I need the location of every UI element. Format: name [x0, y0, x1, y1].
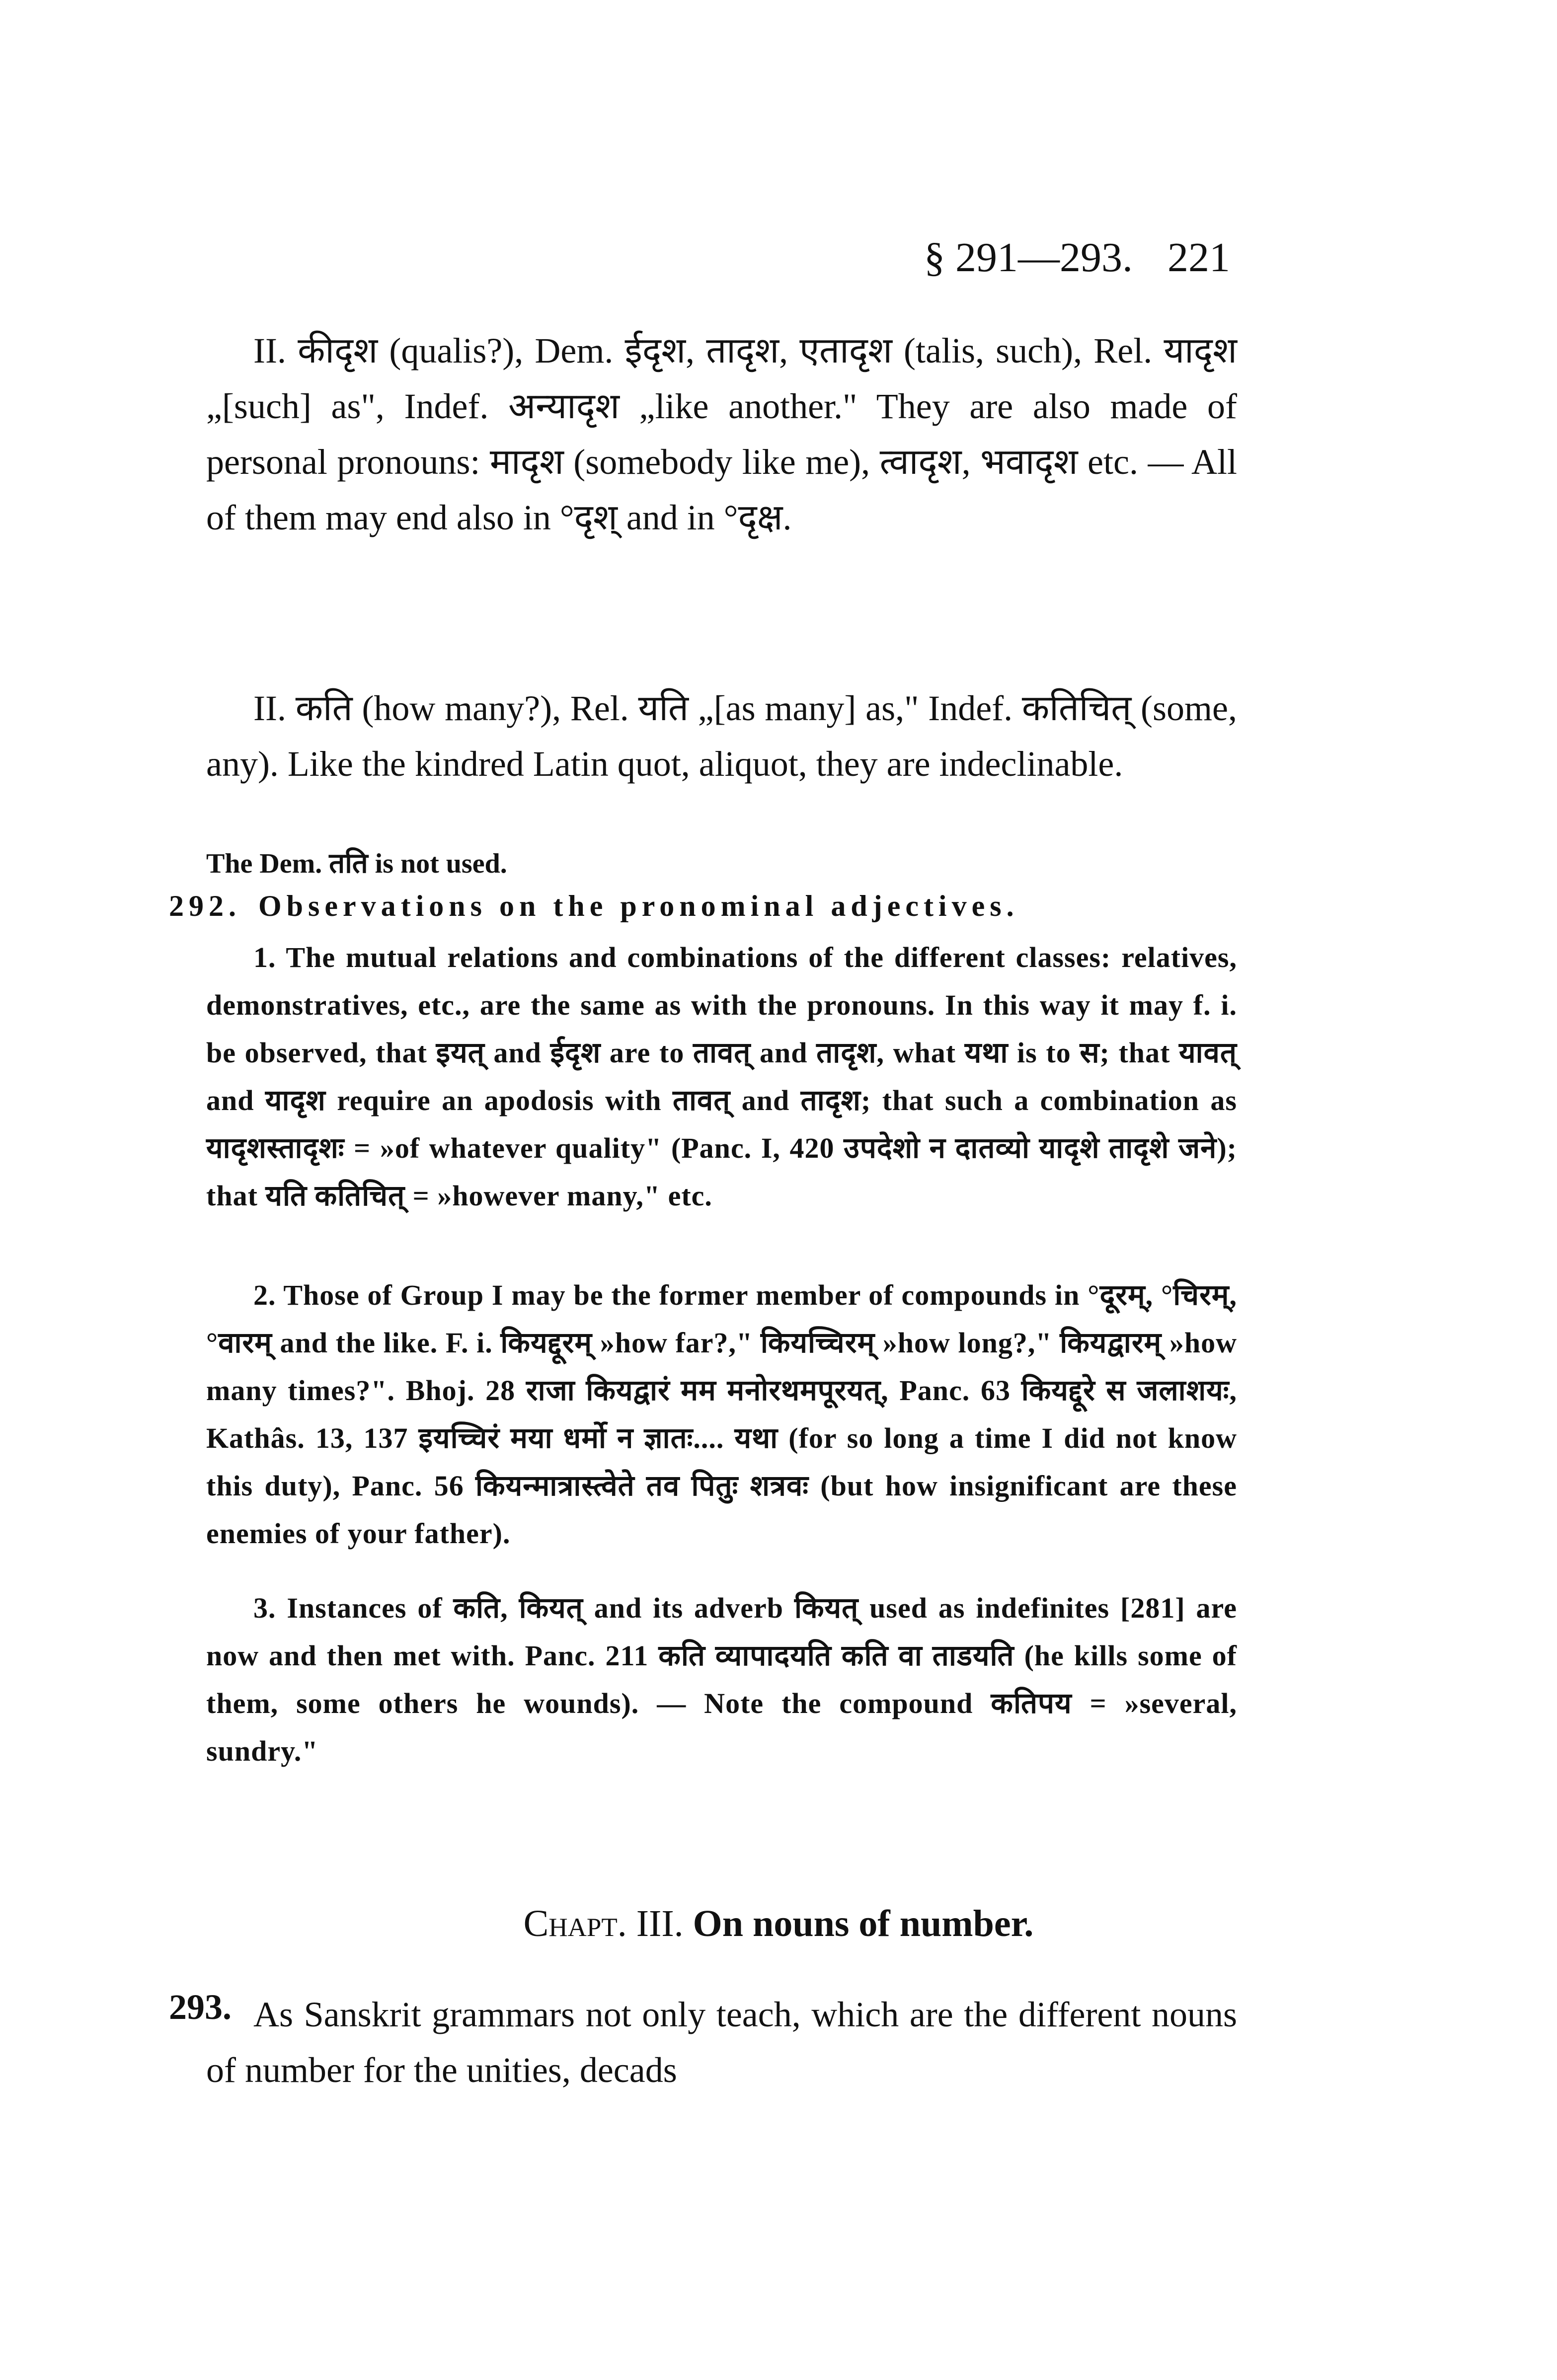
paragraph-293	[206, 1987, 1237, 2098]
chapter-title: On nouns of number.	[693, 1903, 1034, 1944]
chapter-prefix: Chapt.	[523, 1903, 627, 1944]
dem-note	[206, 844, 1237, 883]
note-text: The Dem. तति is not used.	[206, 848, 507, 879]
paragraph-text: As Sanskrit grammars not only teach, which are the different nouns of number for the unities, decads	[206, 1995, 1237, 2090]
observation-3	[206, 1584, 1237, 1775]
paragraph-quot	[206, 680, 1237, 792]
observation-2	[206, 1271, 1237, 1558]
observation-1	[206, 934, 1237, 1220]
observations-title: Observations on the pronominal adjectives.	[258, 890, 1019, 922]
observation-text: 2. Those of Group I may be the former member of compounds in °दूरम्, °चिरम्, °वारम् and the like. F. i. कियद्दूरम् »how far?," कियच्चिरम् »how long?," कियद्वारम् »how many times?". Bhoj. 28 राजा कियद्वारं मम मनोरथमपूरयत्, Panc. 63 कियद्दूरे स जलाशयः, Kathâs. 13, 137 इयच्चिरं मया धर्मो न ज्ञातः.... यथा (for so long a time I did not know this duty), Panc. 56 कियन्मात्रास्त्वेते तव पितुः शत्रवः (but how insignificant are these enemies of your father).	[206, 1279, 1237, 1550]
section-range: § 291—293.	[924, 234, 1133, 281]
section-293-number: 293.	[169, 1987, 232, 2027]
section-number: 292.	[169, 890, 241, 922]
paragraph-text: II. कति (how many?), Rel. यति „[as many] as," Indef. कतिचित् (some, any). Like the kindred Latin quot, aliquot, they are indeclinable.	[206, 688, 1237, 784]
chapter-numeral: III.	[636, 1903, 684, 1944]
paragraph-qualis	[206, 323, 1237, 545]
observation-text: 3. Instances of कति, कियत् and its adverb कियत् used as indefinites [281] are now and then met with. Panc. 211 कति व्यापादयति कति वा ताडयति (he kills some of them, some others he wounds). — Note the compound कतिपय = »several, sundry."	[206, 1592, 1237, 1767]
observation-text: 1. The mutual relations and combinations of the different classes: relatives, demonstratives, etc., are the same as with the pronouns. In this way it may f. i. be observed, that इयत् and ईदृश are to तावत् and तादृश, what यथा is to स; that यावत् and यादृश require an apodosis with तावत् and तादृश; that such a combination as यादृशस्तादृशः = »of whatever quality" (Panc. I, 420 उपदेशो न दातव्यो यादृशे तादृशे जने); that यति कतिचित् = »however many," etc.	[206, 941, 1237, 1212]
paragraph-text: II. कीदृश (qualis?), Dem. ईदृश, तादृश, एतादृश (talis, such), Rel. यादृश „[such] as", Indef. अन्यादृश „like another." They are also made of personal pronouns: मादृश (somebody like me), त्वादृश, भवादृश etc. — All of them may end also in °दृश् and in °दृक्ष.	[206, 331, 1237, 537]
page-number: 221	[1168, 234, 1230, 281]
chapter-heading	[0, 1902, 1557, 1945]
